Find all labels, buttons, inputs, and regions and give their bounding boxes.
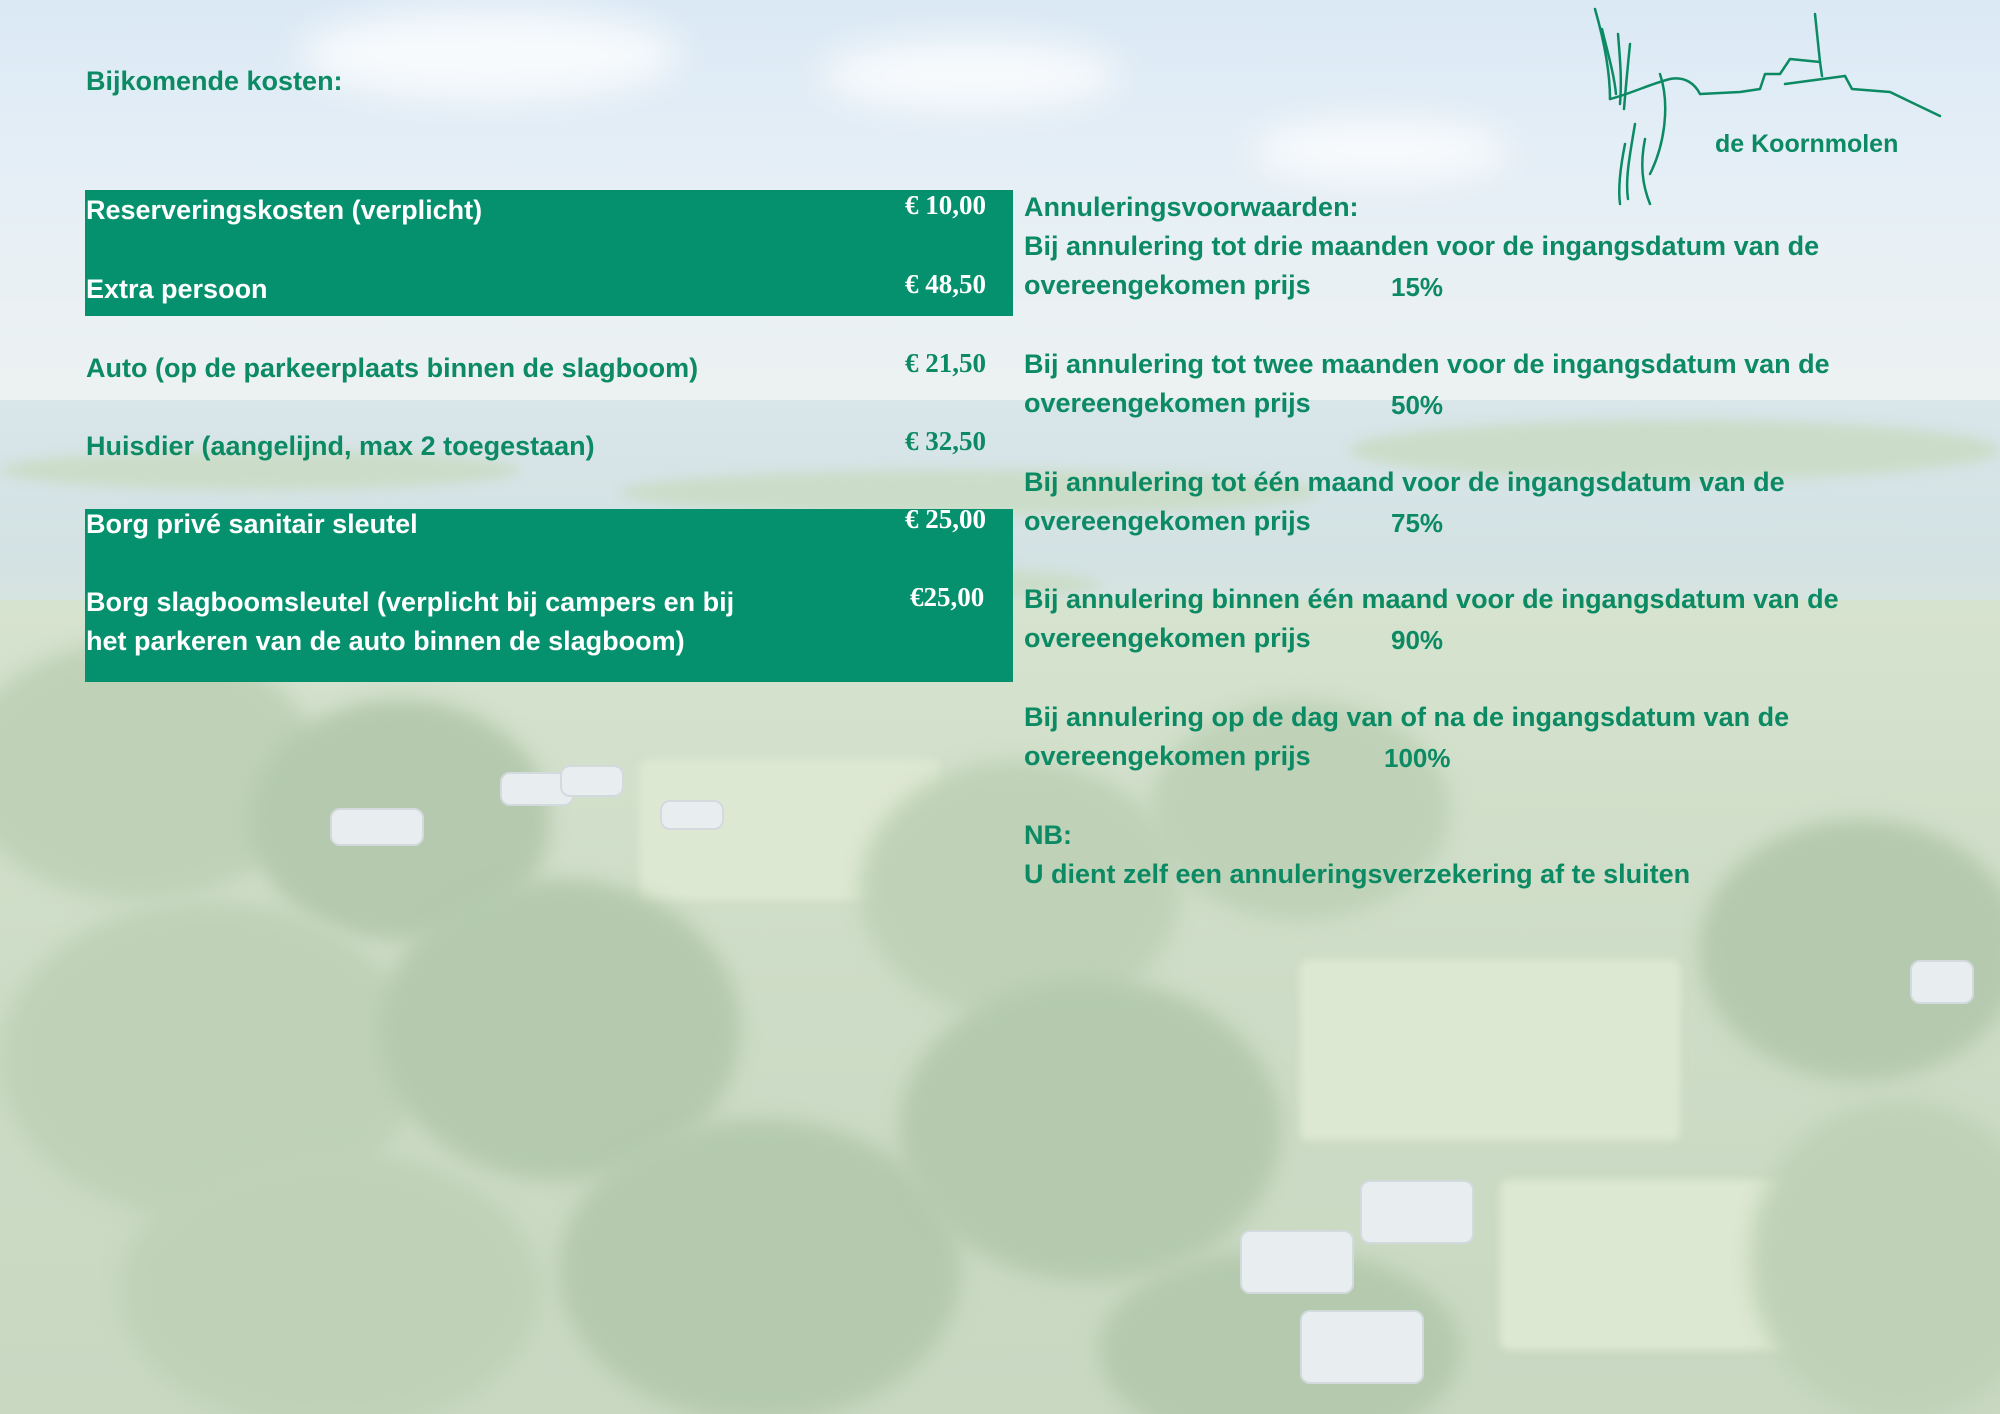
cost-label-extra-person: Extra persoon [86,274,268,304]
cost-label-barrier-key-deposit-line1: Borg slagboomsleutel (verplicht bij campers en bij [86,587,735,617]
cancellation-item-1-line2: overeengekomen prijs [1024,270,1311,300]
nb-label: NB: [1024,820,1072,850]
cancellation-item-2-pct: 50% [1391,390,1444,420]
cost-price-pet: € 32,50 [905,426,986,456]
cost-price-barrier-key-deposit: €25,00 [910,582,985,612]
cancellation-item-5-pct: 100% [1384,743,1451,773]
cost-label-pet: Huisdier (aangelijnd, max 2 toegestaan) [86,431,595,461]
cancellation-item-4-line2: overeengekomen prijs [1024,623,1311,653]
cost-price-sanitary-key-deposit: € 25,00 [905,504,986,534]
cancellation-item-4-line1: Bij annulering binnen één maand voor de ingangsdatum van de [1024,584,1839,614]
cost-label-sanitary-key-deposit: Borg privé sanitair sleutel [86,509,418,539]
cost-price-extra-person: € 48,50 [905,269,986,299]
cost-label-car: Auto (op de parkeerplaats binnen de slagboom) [86,353,699,383]
cancellation-item-1-pct: 15% [1391,272,1444,302]
koornmolen-logo-icon [1590,4,1950,214]
cancellation-item-2-line1: Bij annulering tot twee maanden voor de ingangsdatum van de [1024,349,1830,379]
cancellation-item-5-line1: Bij annulering op de dag van of na de ingangsdatum van de [1024,702,1790,732]
cost-label-reservation: Reserveringskosten (verplicht) [86,195,483,225]
cancellation-title: Annuleringsvoorwaarden: [1024,192,1359,222]
page-heading: Bijkomende kosten: [86,66,343,96]
cost-label-barrier-key-deposit-line2: het parkeren van de auto binnen de slagboom) [86,626,685,656]
cancellation-item-3-line1: Bij annulering tot één maand voor de ingangsdatum van de [1024,467,1785,497]
logo-text: de Koornmolen [1715,130,1899,158]
cancellation-item-4-pct: 90% [1391,625,1444,655]
nb-text: U dient zelf een annuleringsverzekering af te sluiten [1024,859,1691,889]
cancellation-item-5-line2: overeengekomen prijs [1024,741,1311,771]
cancellation-item-3-line2: overeengekomen prijs [1024,506,1311,536]
cancellation-item-1-line1: Bij annulering tot drie maanden voor de ingangsdatum van de [1024,231,1820,261]
cancellation-item-2-line2: overeengekomen prijs [1024,388,1311,418]
cost-price-reservation: € 10,00 [905,190,986,220]
cost-price-car: € 21,50 [905,348,986,378]
cancellation-item-3-pct: 75% [1391,508,1444,538]
